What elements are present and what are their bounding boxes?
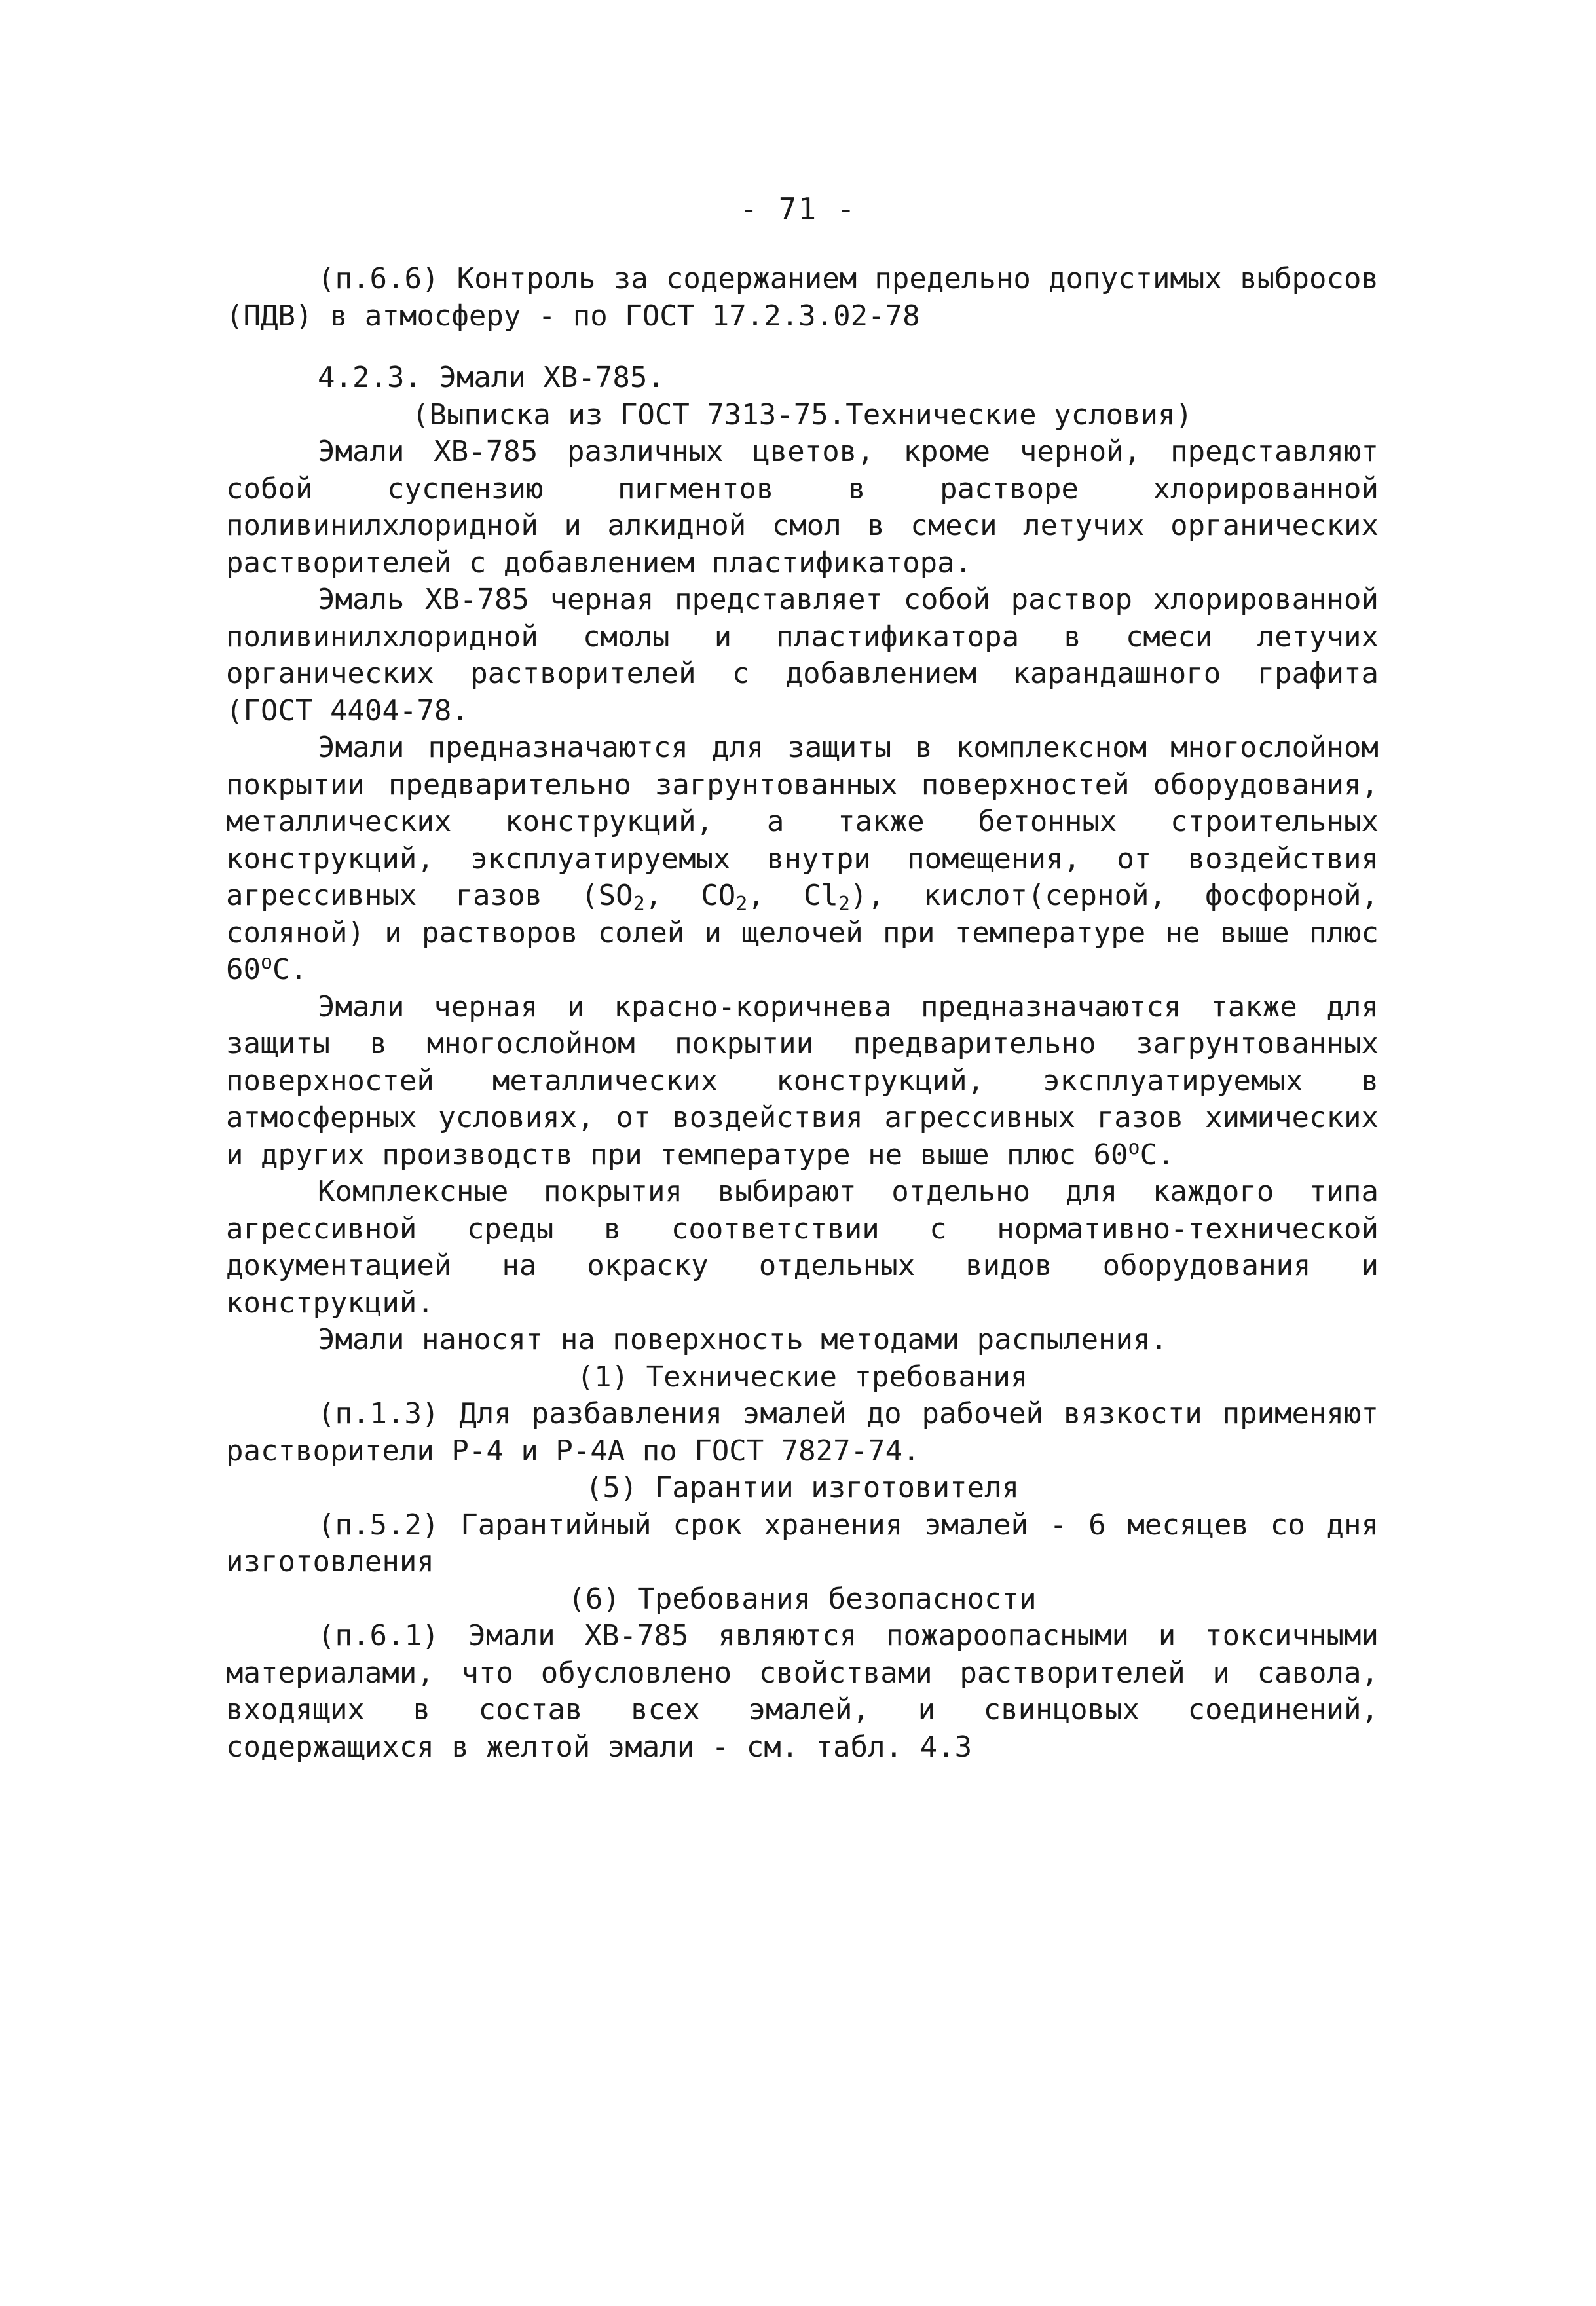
paragraph-composition: Эмали ХВ-785 различных цветов, кроме черной, представляют собой суспензию пигментов в растворе хлорированной поливинилхлоридной и алкидной смол в смеси летучих органических растворителей с добавлением пластификатора. xyxy=(226,435,1379,580)
requirement-1-3: (п.1.3) Для разбавления эмалей до рабочей вязкости применяют растворители Р-4 и Р-4А по ГОСТ 7827-74. xyxy=(226,1397,1379,1468)
paragraph-atmospheric: Эмали черная и красно-коричнева предназначаются также для защиты в многослойном покрытии предварительно загрунтованных поверхностей металлических конструкций, эксплуатируемых в атмосферных условиях, от воздействия агрессивных газов химических и других производств при температуре не выше плюс 60$^o$С. xyxy=(226,990,1379,1172)
heading-technical-requirements: (1) Технические требования xyxy=(576,1360,1028,1394)
requirement-6-1: (п.6.1) Эмали ХВ-785 являются пожароопасными и токсичными материалами, что обусловлено свойствами растворителей и савола, входящих в состав всех эмалей, и свинцовых соединений, содержащихся в желтой эмали - см. табл. 4.3 xyxy=(226,1619,1379,1764)
extract-note: (Выписка из ГОСТ 7313-75.Технические условия) xyxy=(411,398,1193,432)
section-heading: 4.2.3. Эмали ХВ-785. xyxy=(318,361,665,394)
page-number: - 71 - xyxy=(739,191,857,227)
purpose-text-end: ), кислот(серной, фосфорной, соляной) и растворов солей и щелочей при температуре не выше плюс 60 xyxy=(226,879,1379,986)
formula-cl2: $Cl_2$ xyxy=(803,879,850,916)
paragraph-purpose: Эмали предназначаются для защиты в комплексном многослойном покрытии предварительно загрунтованных поверхностей оборудования, металлических конструкций, а также бетонных строительных конструкций, эксплуатируемых внутри помещения, от воздействия агрессивных газов ($SO_2$, $CO_2$, $Cl_2$), кислот(серной, фосфорной, соляной) и растворов солей и щелочей при температуре не выше плюс 60$^o$С. xyxy=(226,731,1379,986)
requirement-5-2: (п.5.2) Гарантийный срок хранения эмалей - 6 месяцев со дня изготовления xyxy=(226,1508,1379,1578)
paragraph-coatings: Комплексные покрытия выбирают отдельно для каждого типа агрессивной среды в соответствии с нормативно-технической документацией на окраску отдельных видов оборудования и конструкций. xyxy=(226,1175,1379,1320)
document-body xyxy=(226,261,1379,1766)
formula-co2: $CO_2$ xyxy=(701,879,748,916)
degree-sign: o xyxy=(1128,1136,1140,1159)
formula-so2: $SO_2$ xyxy=(598,879,645,916)
intro-paragraph: (п.6.6) Контроль за содержанием предельно допустимых выбросов (ПДВ) в атмосферу - по ГОСТ 17.2.3.02-78 xyxy=(226,262,1379,333)
heading-safety-requirements: (6) Требования безопасности xyxy=(568,1582,1037,1616)
paragraph-black-enamel: Эмаль ХВ-785 черная представляет собой раствор хлорированной поливинилхлоридной смолы и пластификатора в смеси летучих органических растворителей с добавлением карандашного графита (ГОСТ 4404-78. xyxy=(226,583,1379,728)
purpose-text: Эмали предназначаются для защиты в комплексном многослойном покрытии предварительно загрунтованных поверхностей оборудования, металлических конструкций, а также бетонных строительных конструкций, эксплуатируемых внутри помещения, от воздействия агрессивных газов ( xyxy=(226,731,1379,912)
degree-sign: o xyxy=(260,951,273,974)
paragraph-application: Эмали наносят на поверхность методами распыления. xyxy=(318,1323,1168,1356)
heading-manufacturer-guarantees: (5) Гарантии изготовителя xyxy=(585,1471,1020,1504)
